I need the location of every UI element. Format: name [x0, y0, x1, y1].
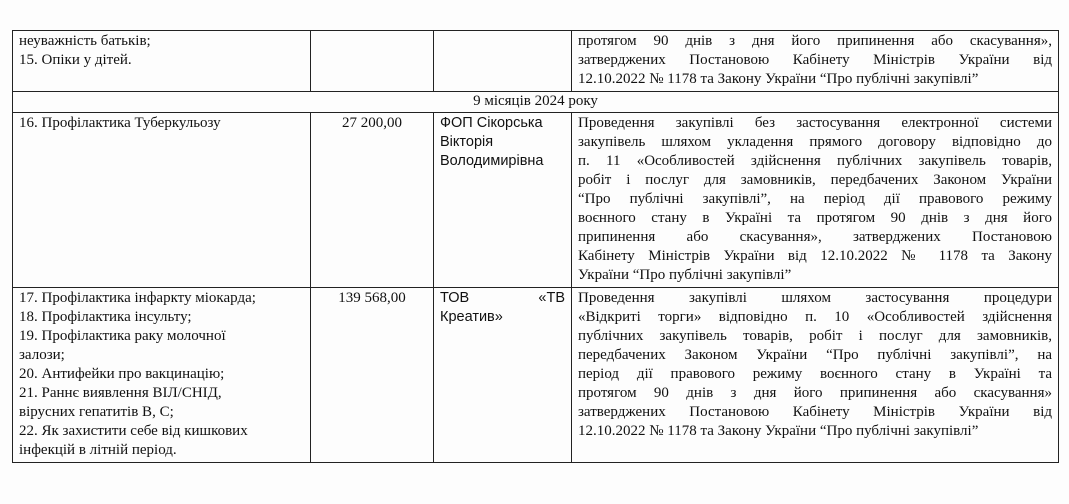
- procedure-line: п. 11 «Особливостей здійснення публічних закупівель товарів,: [578, 153, 1052, 169]
- topic-line: неуважність батьків;: [19, 33, 151, 49]
- procedure-line: робіт і послуг для замовників, передбачених Законом України: [578, 172, 1052, 188]
- supplier-line: [440, 289, 565, 308]
- topic-line: залози;: [19, 347, 65, 363]
- topics-cell: [13, 31, 311, 92]
- supplier-cell: [434, 113, 572, 288]
- procedure-cell: [572, 288, 1059, 463]
- supplier-line: ФОП Сікорська: [440, 115, 543, 131]
- procedure-line: Проведення закупівлі шляхом застосування процедури: [578, 290, 1052, 306]
- topic-line: 20. Антифейки про вакцинацію;: [19, 366, 225, 382]
- procedure-cell: [572, 31, 1059, 92]
- procedure-line: публічних закупівель товарів, робіт і послуг для замовників,: [578, 328, 1052, 344]
- procedure-line: припинення або скасування», затверджених Постановою: [578, 229, 1052, 245]
- topic-line: інфекцій в літній період.: [19, 442, 177, 458]
- amount-cell: 139 568,00: [311, 288, 434, 463]
- topic-line: 19. Профілактика раку молочної: [19, 328, 226, 344]
- supplier-cell: [434, 288, 572, 463]
- topic-line: 18. Профілактика інсульту;: [19, 309, 192, 325]
- supplier-line: Креатив»: [440, 309, 503, 325]
- table-row-16: [13, 113, 1059, 288]
- procedure-line: затверджених Постановою Кабінету Міністрів України від: [578, 52, 1052, 68]
- topic-line: 22. Як захистити себе від кишкових: [19, 423, 248, 439]
- supplier-name-start: «ТВ: [538, 290, 565, 306]
- amount-cell: 27 200,00: [311, 113, 434, 288]
- procedure-line: України “Про публічні закупівлі”: [578, 267, 792, 283]
- supplier-line: Володимирівна: [440, 153, 544, 169]
- procurement-table: [12, 30, 1059, 463]
- procedure-cell: [572, 113, 1059, 288]
- procedure-line: затверджених Постановою Кабінету Міністрів України від: [578, 404, 1052, 420]
- procedure-line: період дії правового режиму воєнного стану в Україні та: [578, 366, 1052, 382]
- procedure-line: протягом 90 днів з дня його припинення або скасування»: [578, 385, 1052, 401]
- procedure-line: 12.10.2022 № 1178 та Закону України “Про публічні закупівлі”: [578, 423, 979, 439]
- topics-cell: [13, 113, 311, 288]
- supplier-cell: [434, 31, 572, 92]
- topic-line: 17. Профілактика інфаркту міокарда;: [19, 290, 256, 306]
- topic-line: вірусних гепатитів В, С;: [19, 404, 174, 420]
- table-row-17: [13, 288, 1059, 463]
- topic-line: 16. Профілактика Туберкульозу: [19, 115, 221, 131]
- procedure-line: «Відкриті торги» відповідно п. 10 «Особливостей здійснення: [578, 309, 1052, 325]
- procedure-line: Проведення закупівлі без застосування електронної системи: [578, 115, 1052, 131]
- period-row: [13, 92, 1059, 113]
- procedure-line: Кабінету Міністрів України від 12.10.2022 № 1178 та Закону: [578, 248, 1052, 264]
- procedure-line: “Про публічні закупівлі”, на період дії правового режиму: [578, 191, 1052, 207]
- table-row-continuation: [13, 31, 1059, 92]
- supplier-line: Вікторія: [440, 134, 494, 150]
- procedure-line: протягом 90 днів з дня його припинення або скасування»,: [578, 33, 1052, 49]
- procedure-line: закупівель шляхом укладення прямого договору відповідно до: [578, 134, 1052, 150]
- period-label: 9 місяців 2024 року: [13, 92, 1059, 113]
- procedure-line: передбачених Законом України “Про публічні закупівлі”, на: [578, 347, 1052, 363]
- procedure-line: 12.10.2022 № 1178 та Закону України “Про публічні закупівлі”: [578, 71, 979, 87]
- topics-cell: [13, 288, 311, 463]
- amount-cell: [311, 31, 434, 92]
- supplier-form: ТОВ: [440, 290, 470, 306]
- topic-line: 15. Опіки у дітей.: [19, 52, 132, 68]
- topic-line: 21. Раннє виявлення ВІЛ/СНІД,: [19, 385, 222, 401]
- procedure-line: воєнного стану в Україні та протягом 90 днів з дня його: [578, 210, 1052, 226]
